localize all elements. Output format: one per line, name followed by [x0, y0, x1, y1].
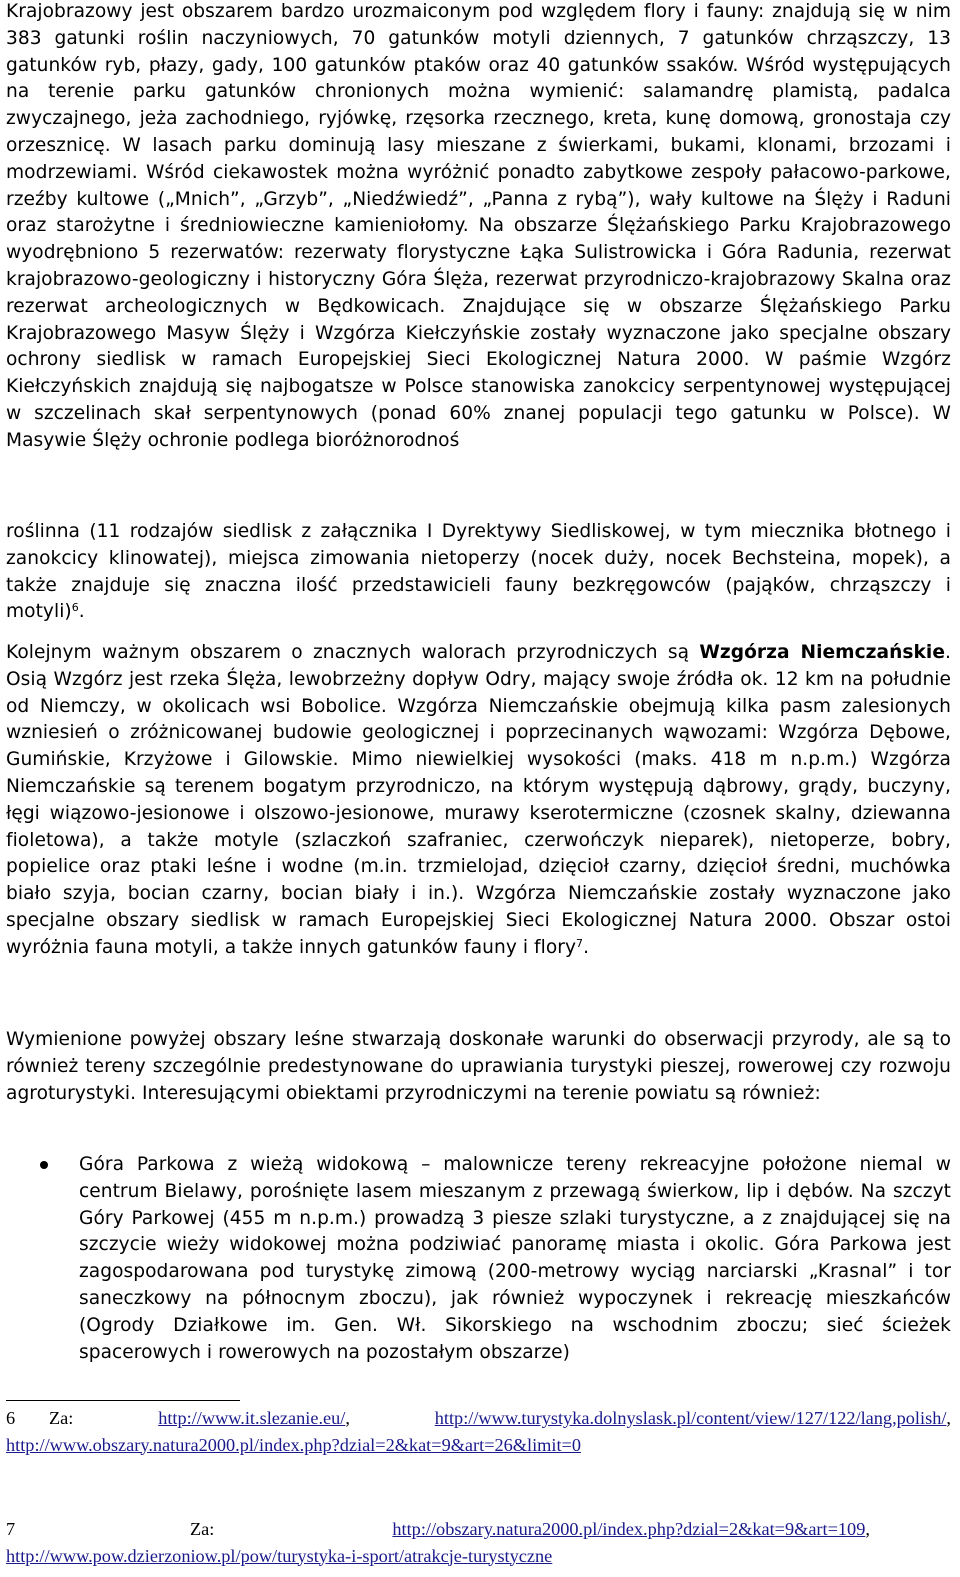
- footnote-link[interactable]: http://www.pow.dzierzoniow.pl/pow/turystyka-i-sport/atrakcje-turystyczne: [6, 1545, 553, 1566]
- bullet-icon: [40, 1161, 48, 1169]
- footnote-link[interactable]: http://www.it.slezanie.eu/: [158, 1408, 346, 1428]
- footnote-number: 6: [6, 1408, 16, 1428]
- footnote-link[interactable]: http://obszary.natura2000.pl/index.php?dzial=2&kat=9&art=109: [392, 1519, 866, 1539]
- paragraph-park-fauna-flora: Krajobrazowy jest obszarem bardzo urozmaiconym pod względem flory i fauny: znajdują się w nim 383 gatunki roślin naczyniowych, 70 gatunków motyli dziennych, 7 gatunków chrząszczy, 13 gatunków ryb, płazy, gady, 100 gatunków ptaków oraz 40 gatunków ssaków. Wśród występujących na terenie parku gatunków chronionych można wymienić: salamandrę plamistą, padalca zwyczajnego, jeża zachodniego, ryjówkę, rzęsorka rzecznego, kreta, kunę domową, gronostaja czy orzesznicę. W lasach parku dominują lasy mieszane z świerkami, bukami, klonami, brzozami i modrzewiami. Wśród ciekawostek można wyróżnić ponadto zabytkowe zespoły pałacowo-parkowe, rzeźby kultowe („Mnich”, „Grzyb”, „Niedźwiedź”, „Panna z rybą”), wały kultowe na Ślęży i Raduni oraz starożytne i średniowieczne kamieniołomy. Na obszarze Ślężańskiego Parku Krajobrazowego wyodrębniono 5 rezerwatów: rezerwaty florystyczne Łąka Sulistrowicka i Góra Radunia, rezerwat krajobrazowo-geologiczny i historyczny Góra Ślęża, rezerwat przyrodniczo-krajobrazowy Skalna oraz rezerwat archeologicznych w Będkowicach. Znajdujące się w obszarze Ślężańskiego Parku Krajobrazowego Masyw Ślęży i Wzgórza Kiełczyńskie zostały wyznaczone jako specjalne obszary ochrony siedlisk w ramach Europejskiej Sieci Ekologicznej Natura 2000. W paśmie Wzgórz Kiełczyńskich znajdują się najbogatsze w Polsce stanowiska zanokcicy serpentynowej występującej w szczelinach skał serpentynowych (ponad 60% znanej populacji tego gatunku w Polsce). W Masywie Ślęży ochronie podlega bioróżnorodnoś: [6, 1, 951, 451]
- list-item-text: Góra Parkowa z wieżą widokową – malownicze tereny rekreacyjne położone niemal w centrum Bielawy, porośnięte lasem mieszanym z przewagą świerkow, lip i dębów. Na szczyt Góry Parkowej (455 m n.p.m.) prowadzą 3 piesze szlaki turystyczne, a z znajdującej się na szczycie wieży widokowej można podziwiać panoramę miasta i okolic. Góra Parkowa jest zagospodarowana pod turystykę zimową (200-metrowy wyciąg narciarski „Krasnal” i tor saneczkowy na północnym zboczu), jak również wypoczynek i rekreację mieszkańców (Ogrody Działkowe im. Gen. Wł. Sikorskiego na wschodnim zboczu; sieć ścieżek spacerowych i rowerowych na pozostałym obszarze): [79, 1154, 951, 1363]
- attractions-list: [6, 1152, 951, 1366]
- paragraph-text: Kolejnym ważnym obszarem o znacznych walorach przyrodniczych są: [6, 642, 700, 663]
- paragraph-forest-areas: Wymienione powyżej obszary leśne stwarzają doskonałe warunki do obserwacji przyrody, ale są to również tereny szczególnie predestynowane do uprawiania turystyki pieszej, rowerowej czy rozwoju agroturystyki. Interesującymi obiektami przyrodniczymi na terenie powiatu są również:: [6, 1029, 951, 1104]
- paragraph-end: .: [583, 936, 590, 958]
- list-item: [6, 1152, 951, 1366]
- footnote-ref-7[interactable]: 7: [576, 936, 584, 950]
- footnote-link[interactable]: http://www.turystyka.dolnyslask.pl/content/view/127/122/lang,polish/: [434, 1408, 947, 1428]
- paragraph-wzgorza-niemczanskie: [6, 640, 951, 962]
- footnote-label: Za:: [190, 1519, 215, 1539]
- footnote-6: 6 Za: http://www.it.slezanie.eu/, http://www.turystyka.dolnyslask.pl/content/view/127/122/lang,polish/, http://www.obszary.natura2000.pl/index.php?dzial=2&kat=9&art=26&limit=0: [6, 1405, 951, 1458]
- footnote-separator: [6, 1400, 240, 1401]
- paragraph-text: . Osią Wzgórz jest rzeka Ślęża, lewobrzeżny dopływ Odry, mający swoje źródła ok. 12 km na południe od Niemczy, w okolicach wsi Bobolice. Wzgórza Niemczańskie obejmują kilka pasm zalesionych wzniesień o zróżnicowanej budowie geologicznej i poprzecinanych wąwozami: Wzgórza Dębowe, Gumińskie, Krzyżowe i Gilowskie. Mimo niewielkiej wysokości (maks. 418 m n.p.m.) Wzgórza Niemczańskie są terenem bogatym przyrodniczo, na którym występują dąbrowy, grądy, buczyny, łęgi wiązowo-jesionowe i olszowo-jesionowe, murawy kserotermiczne (czosnek skalny, dziewanna fioletowa), a także motyle (szlaczkoń szafraniec, czerwończyk nieparek), nietoperze, bobry, popielice oraz ptaki leśne i wodne (m.in. trzmielojad, dzięcioł czarny, dzięcioł średni, muchówka biało szyja, bocian czarny, bocian biały i in.). Wzgórza Niemczańskie zostały wyznaczone jako specjalne obszary siedlisk w ramach Europejskiej Sieci Ekologicznej Natura 2000. Obszar ostoi wyróżnia fauna motyli, a także innych gatunków fauny i flory: [6, 642, 951, 958]
- paragraph-biodiversity: [6, 519, 951, 626]
- footnote-label: Za:: [49, 1408, 74, 1428]
- paragraph-end: .: [78, 601, 85, 623]
- paragraph-text: roślinna (11 rodzajów siedlisk z załącznika I Dyrektywy Siedliskowej, w tym miecznika błotnego i zanokcicy klinowatej), miejsca zimowania nietoperzy (nocek duży, nocek Bechsteina, mopek), a także znajduje się znaczna ilość przedstawicieli fauny bezkręgowców (pająków, chrząszczy i motyli): [6, 521, 951, 623]
- footnote-ref-6[interactable]: 6: [71, 601, 79, 615]
- bold-term: Wzgórza Niemczańskie: [699, 642, 946, 663]
- footnote-number: 7: [6, 1519, 16, 1539]
- footnote-link[interactable]: http://www.obszary.natura2000.pl/index.php?dzial=2&kat=9&art=26&limit=0: [6, 1434, 582, 1455]
- footnote-7: 7 Za: http://obszary.natura2000.pl/index.php?dzial=2&kat=9&art=109, http://www.pow.dzierzoniow.pl/pow/turystyka-i-sport/atrakcje-turystyczne: [6, 1516, 951, 1569]
